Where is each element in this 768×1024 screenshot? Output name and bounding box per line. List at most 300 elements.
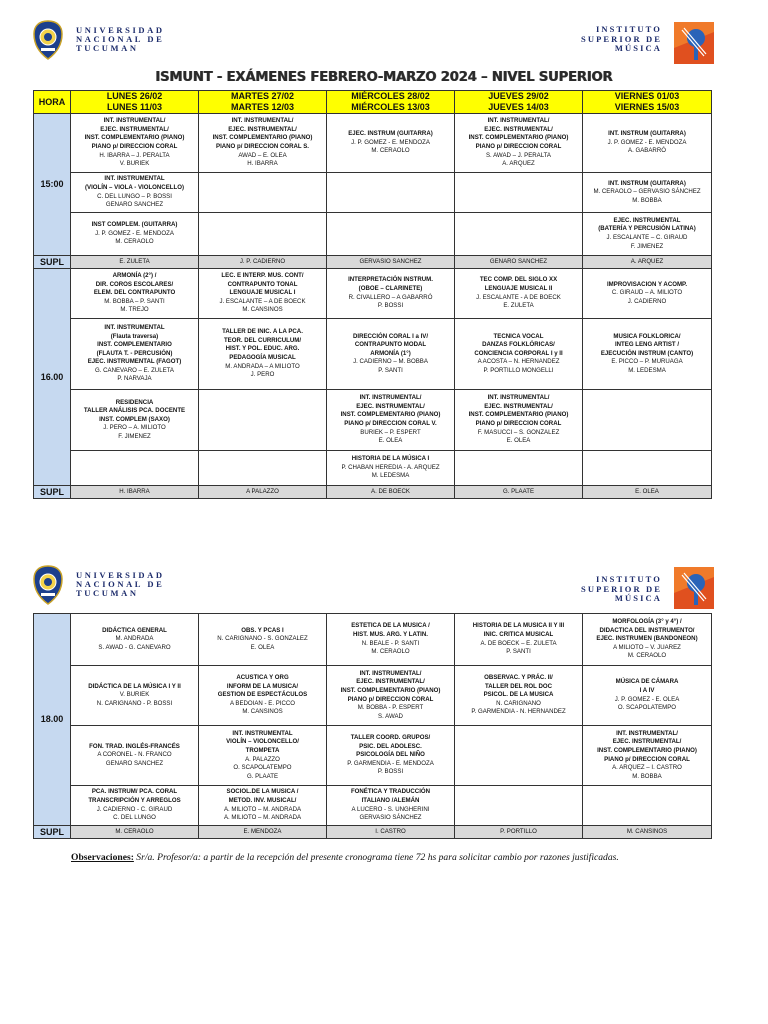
exam-cell — [71, 173, 199, 213]
exam-cell — [71, 786, 199, 826]
exam-examiner-line: A. ARQUEZ — [502, 160, 535, 168]
day-date-line: JUEVES 29/02 — [488, 91, 549, 101]
exam-subject-line: ARMONÍA (1°) — [370, 349, 411, 357]
exam-cell — [455, 614, 583, 666]
exam-cell — [327, 390, 455, 451]
university-line-1: UNIVERSIDAD — [76, 570, 165, 580]
exam-examiner-line: G. PLAATE — [246, 772, 279, 780]
supl-cell: E. ZULETA — [71, 256, 199, 269]
exam-examiner-line: M. CERAOLO – GERVASIO SÁNCHEZ — [593, 188, 701, 196]
exam-examiner-line: BURIEK – P. ESPERT — [360, 428, 421, 436]
exam-subject-line: ITALIANO /ALEMÁN — [361, 796, 420, 804]
day-header — [583, 91, 712, 114]
day-header — [327, 91, 455, 114]
exam-examiner-line: M. LEDESMA — [371, 472, 410, 480]
exam-examiner-line: F. JIMENEZ — [118, 432, 151, 440]
supl-cell: E. OLEA — [583, 486, 712, 499]
exam-subject-line: RESIDENCIA — [115, 398, 154, 406]
university-line-2: NACIONAL DE — [76, 579, 165, 589]
exam-examiner-line: V. BURIEK — [119, 691, 150, 699]
exam-cell — [71, 666, 199, 726]
exam-examiner-line: E. OLEA — [378, 437, 403, 445]
exam-cell — [583, 213, 712, 256]
exam-cell — [71, 213, 199, 256]
exam-examiner-line: M. ANDRADA – A MILIOTO — [225, 362, 300, 370]
exam-subject-line: HIST. MUS. ARG. Y LATIN. — [353, 630, 428, 638]
exam-subject-line: INST. COMPLEMENTARIO (PIANO) — [340, 686, 441, 694]
exam-subject-line: CONTRAPUNTO MODAL — [354, 341, 427, 349]
exam-examiner-line: P. BOSSI — [377, 302, 404, 310]
exam-cell — [71, 269, 199, 319]
exam-subject-line: EJEC. INSTRUMENTAL/ — [612, 738, 682, 746]
exam-examiner-line: P. PORTILLO MONGELLI — [483, 366, 554, 374]
exam-cell — [199, 114, 327, 173]
exam-subject-line: OBSERVAC. Y PRÁC. II/ — [484, 674, 553, 682]
institute-name — [552, 25, 662, 54]
exam-examiner-line: N. CARIGNANO - S. GONZALEZ — [217, 635, 308, 643]
unt-seal-icon — [33, 20, 63, 60]
exam-cell — [327, 666, 455, 726]
university-line-2: NACIONAL DE — [76, 34, 165, 44]
exam-subject-line: INST. COMPLEMENTARIO (PIANO) — [468, 134, 569, 142]
exam-examiner-line: M. BOBBA – P. SANTI — [104, 297, 165, 305]
exam-examiner-line: E. OLEA — [506, 437, 531, 445]
supl-row — [34, 256, 712, 269]
exam-cell — [583, 451, 712, 486]
exam-cell — [455, 269, 583, 319]
supl-cell: GENARO SANCHEZ — [455, 256, 583, 269]
exam-cell — [71, 451, 199, 486]
exam-subject-line: EJEC. INSTRUMENTAL/ — [484, 125, 553, 133]
day-header — [71, 91, 199, 114]
exam-subject-line: INT. INSTRUMENTAL/ — [616, 729, 678, 737]
supl-cell: A. DE BOECK — [327, 486, 455, 499]
exam-row — [34, 114, 712, 173]
institute-name — [552, 575, 662, 604]
exam-subject-line: PIANO p/ DIRECCION CORAL — [475, 420, 562, 427]
exam-examiner-line: M. CANSINOS — [242, 306, 283, 314]
exam-examiner-line: M. BOBBA — [632, 772, 662, 780]
exam-cell — [583, 666, 712, 726]
exam-row — [34, 666, 712, 726]
exam-cell — [455, 213, 583, 256]
exam-row — [34, 614, 712, 666]
exam-subject-line: INT. INSTRUMENTAL — [232, 729, 293, 737]
exam-subject-line: PIANO p/ DIRECCION CORAL — [604, 755, 690, 763]
exam-cell — [327, 269, 455, 319]
observations-label: Observaciones: — [71, 852, 134, 863]
exam-cell — [71, 390, 199, 451]
exam-subject-line: TEOR. DEL CURRICULUM/ — [223, 336, 302, 344]
exam-cell — [199, 726, 327, 786]
exam-subject-line: INST. COMPLEMENTARIO (PIANO) — [84, 134, 185, 142]
exam-examiner-line: J. CADIERNO – M. BOBBA — [353, 358, 428, 366]
exam-examiner-line: GENARO SANCHEZ — [105, 201, 164, 209]
exam-subject-line: VIOLÍN – VIOLONCELLO/ — [226, 738, 299, 746]
exam-row — [34, 319, 712, 390]
exam-cell — [583, 319, 712, 390]
exam-examiner-line: A. DE BOECK – E. ZULETA — [480, 639, 557, 647]
exam-subject-line: INT. INSTRUMENTAL/ — [231, 117, 294, 125]
exam-subject-line: LEC. E INTERP. MUS. CONT/ — [221, 272, 304, 280]
exam-schedule-table-1 — [33, 90, 712, 499]
exam-examiner-line: M. CERAOLO — [371, 648, 410, 656]
exam-subject-line: OBS. Y PCAS I — [241, 626, 284, 634]
exam-examiner-line: M. TREJO — [120, 306, 149, 314]
exam-cell — [199, 666, 327, 726]
exam-examiner-line: P. CHABAN HEREDIA - A. ARQUEZ — [341, 463, 440, 471]
observations-text: Sr/a. Profesor/a: a partir de la recepción del presente cronograma tiene 72 hs para solicitar cambio por razones justificadas. — [133, 852, 619, 863]
exam-subject-line: EJEC. INSTRUMENTAL/ — [228, 125, 297, 133]
exam-subject-line: PEDAGOGÍA MUSICAL — [229, 354, 296, 361]
exam-examiner-line: A CORONEL - N. FRANCO — [97, 751, 172, 759]
exam-examiner-line: GENARO SANCHEZ — [105, 759, 164, 767]
exam-cell — [199, 269, 327, 319]
exam-examiner-line: M. ANDRADA — [115, 635, 154, 643]
exam-examiner-line: A ACOSTA – N. HERNANDEZ — [477, 358, 560, 366]
institute-line-3: MÚSICA — [614, 593, 662, 603]
exam-subject-line: EJEC. INSTRUMENTAL/ — [484, 402, 553, 410]
exam-examiner-line: E. OLEA — [250, 643, 275, 651]
exam-subject-line: TALLER COORD. GRUPOS/ — [350, 734, 431, 742]
exam-cell — [199, 390, 327, 451]
exam-row — [34, 213, 712, 256]
exam-cell — [583, 786, 712, 826]
exam-examiner-line: N. CARIGNANO — [496, 699, 541, 707]
exam-subject-line: INST. COMPLEM (SAXO) — [99, 415, 170, 423]
exam-examiner-line: V. BURIEK — [119, 160, 150, 168]
exam-subject-line: GESTION DE ESPECTÁCULOS — [217, 691, 308, 699]
exam-examiner-line: A. ARQUEZ – I. CASTRO — [612, 764, 682, 772]
exam-examiner-line: M. LEDESMA — [628, 366, 666, 374]
exam-cell — [455, 173, 583, 213]
exam-examiner-line: P. GARMENDIA - E. MENDOZA — [347, 759, 434, 767]
exam-examiner-line: F. MASUCCI – S. GONZALEZ — [477, 428, 560, 436]
exam-subject-line: ELEM. DEL CONTRAPUNTO — [93, 289, 176, 297]
ismunt-logo-icon — [674, 567, 714, 609]
exam-examiner-line: A. GABARRÓ — [628, 147, 666, 155]
exam-subject-line: LENGUAJE MUSICAL II — [484, 284, 553, 292]
exam-subject-line: PSICOL. DE LA MUSICA — [483, 691, 554, 699]
supl-cell: I. CASTRO — [327, 826, 455, 839]
exam-subject-line: DANZAS FOLKLÓRICAS/ — [482, 341, 555, 349]
exam-subject-line: INTEG LENG ARTIST / — [614, 341, 680, 349]
exam-cell — [199, 614, 327, 666]
exam-examiner-line: N. CARIGNANO - P. BOSSI — [96, 699, 173, 707]
exam-examiner-line: J. P. GOMEZ - E. MENDOZA — [351, 138, 430, 146]
exam-subject-line: INST. COMPLEMENTARIO (PIANO) — [468, 411, 569, 419]
supl-cell: A. ARQUEZ — [583, 256, 712, 269]
day-date-line: MARTES 27/02 — [230, 91, 295, 101]
exam-subject-line: TROMPETA — [245, 746, 280, 754]
exam-cell — [327, 726, 455, 786]
supl-cell: M. CANSINOS — [583, 826, 712, 839]
supl-cell: E. MENDOZA — [199, 826, 327, 839]
exam-subject-line: MÚSICA DE CÁMARA — [615, 678, 679, 686]
exam-examiner-line: M. CANSINOS — [242, 708, 283, 716]
exam-subject-line: INT. INSTRUMENTAL — [104, 323, 165, 331]
exam-cell — [327, 451, 455, 486]
exam-cell — [327, 114, 455, 173]
exam-subject-line: DIRECCIÓN CORAL I a IV/ — [352, 332, 429, 340]
institute-line-3: MÚSICA — [614, 43, 662, 53]
exam-subject-line: ESTETICA DE LA MUSICA / — [351, 622, 430, 630]
day-date-line: LUNES 11/03 — [106, 102, 163, 112]
exam-examiner-line: A. PALAZZO — [245, 755, 280, 763]
exam-cell — [71, 114, 199, 173]
exam-cell — [455, 786, 583, 826]
exam-examiner-line: J. PERO – A. MILIOTO — [103, 424, 166, 432]
exam-cell — [199, 319, 327, 390]
exam-examiner-line: M. BOBBA — [632, 196, 662, 204]
exam-subject-line: INFORM DE LA MUSICA/ — [226, 682, 299, 690]
exam-subject-line: INT. INSTRUMENTAL/ — [487, 117, 550, 125]
institute-line-2: SUPERIOR DE — [581, 583, 662, 594]
university-line-3: TUCUMAN — [76, 43, 139, 53]
institute-line-1: INSTITUTO — [596, 574, 662, 584]
exam-cell — [455, 319, 583, 390]
exam-subject-line: HISTORIA DE LA MÚSICA I — [351, 455, 430, 463]
supl-cell: H. IBARRA — [71, 486, 199, 499]
exam-examiner-line: P. SANTI — [378, 366, 403, 374]
exam-examiner-line: J. ESCALANTE – A DE BOECK — [219, 297, 306, 305]
exam-examiner-line: G. CANEVARO – E. ZULETA — [94, 366, 174, 374]
university-name — [76, 571, 165, 598]
exam-examiner-line: C. DEL LUNGO — [113, 814, 156, 822]
exam-examiner-line: J. ESCALANTE – C. GIRAUD — [606, 234, 688, 241]
exam-subject-line: (VIOLÍN – VIOLA - VIOLONCELLO) — [85, 183, 184, 191]
exam-cell — [327, 213, 455, 256]
exam-subject-line: EJEC. INSTRUMENTAL/ — [100, 125, 169, 133]
exam-subject-line: ACUSTICA Y ORG — [236, 674, 289, 682]
exam-examiner-line: E. ZULETA — [503, 302, 534, 310]
exam-cell — [583, 114, 712, 173]
day-header — [455, 91, 583, 114]
exam-subject-line: TALLER ANÁLISIS PCA. DOCENTE — [83, 407, 186, 415]
exam-cell — [327, 614, 455, 666]
university-line-1: UNIVERSIDAD — [76, 25, 165, 35]
exam-subject-line: EJECUCIÓN INSTRUM (CANTO) — [600, 349, 694, 357]
exam-subject-line: INST COMPLEM. (GUITARRA) — [91, 221, 178, 229]
university-name — [76, 26, 165, 53]
exam-examiner-line: AWAD – E. OLEA — [238, 151, 287, 159]
exam-row — [34, 390, 712, 451]
exam-subject-line: INST. COMPLEMENTARIO (PIANO) — [340, 411, 441, 419]
exam-cell — [199, 173, 327, 213]
exam-subject-line: DIDÁCTICA GENERAL — [102, 626, 167, 634]
exam-cell — [455, 726, 583, 786]
exam-examiner-line: P. GARMENDIA - N. HERNANDEZ — [471, 708, 566, 716]
exam-subject-line: (Flauta traversa) — [110, 332, 159, 340]
exam-subject-line: TEC COMP. DEL SIGLO XX — [479, 276, 558, 284]
exam-examiner-line: A LUCERO - S. UNGHERINI — [351, 805, 430, 813]
exam-examiner-line: M. BOBBA - P. ESPERT — [357, 704, 424, 712]
exam-examiner-line: O. SCAPOLATEMPO — [617, 704, 677, 712]
page-header-1 — [0, 18, 768, 70]
exam-subject-line: EJEC. INSTRUM (GUITARRA) — [348, 130, 433, 138]
page-title: ISMUNT - EXÁMENES FEBRERO-MARZO 2024 – NIVEL SUPERIOR — [155, 70, 613, 85]
exam-cell — [199, 786, 327, 826]
day-date-line: VIERNES 01/03 — [614, 91, 680, 101]
exam-subject-line: INST. COMPLEMENTARIO — [97, 341, 172, 349]
supl-label: SUPL — [34, 256, 71, 269]
hour-cell: 16.00 — [34, 269, 71, 486]
exam-subject-line: INT. INSTRUMENTAL — [104, 175, 165, 183]
exam-examiner-line: J. PERO — [250, 371, 275, 379]
exam-cell — [71, 726, 199, 786]
supl-row — [34, 486, 712, 499]
exam-examiner-line: A MILIOTO – V. JUAREZ — [613, 643, 681, 651]
exam-subject-line: PCA. INSTRUM/ PCA. CORAL — [91, 788, 178, 796]
exam-cell — [583, 614, 712, 666]
exam-subject-line: SOCIOL.DE LA MUSICA / — [226, 788, 299, 796]
supl-cell: P. PORTILLO — [455, 826, 583, 839]
exam-examiner-line: P. BOSSI — [377, 768, 404, 776]
exam-examiner-line: C. GIRAUD – A. MILIOTO — [611, 289, 683, 297]
exam-examiner-line: GERVASIO SÁNCHEZ — [359, 814, 422, 822]
exam-subject-line: INT. INSTRUMENTAL/ — [359, 669, 422, 677]
exam-subject-line: (BATERÍA Y PERCUSIÓN LATINA) — [598, 225, 696, 233]
exam-subject-line: PIANO p/ DIRECCION CORAL — [91, 143, 178, 150]
exam-subject-line: DIDACTICA DEL INSTRUMENTO/ — [599, 626, 695, 634]
exam-row — [34, 173, 712, 213]
exam-cell — [199, 451, 327, 486]
hora-header: HORA — [34, 91, 71, 114]
exam-subject-line: MORFOLOGÍA (3° y 4°) / — [612, 618, 682, 626]
exam-examiner-line: P. SANTI — [506, 648, 531, 656]
supl-cell: A PALAZZO — [199, 486, 327, 499]
exam-subject-line: CONCIENCIA CORPORAL I y II — [474, 349, 563, 357]
exam-subject-line: EJEC. INSTRUMEN (BANDONEON) — [596, 635, 698, 643]
observations-note — [71, 852, 751, 863]
supl-cell: J. P. CADIERNO — [199, 256, 327, 269]
exam-subject-line: MUSICA FOLKLORICA/ — [613, 332, 681, 340]
exam-subject-line: FONÉTICA Y TRADUCCIÓN — [350, 788, 431, 796]
exam-cell — [583, 269, 712, 319]
exam-examiner-line: J. P. GOMEZ - E. MENDOZA — [607, 138, 687, 146]
exam-examiner-line: H. IBARRA — [247, 160, 278, 168]
exam-examiner-line: J. P. GOMEZ - E. MENDOZA — [95, 229, 174, 237]
exam-examiner-line: A. MILIOTO – M. ANDRADA — [223, 805, 302, 813]
exam-subject-line: PIANO p/ DIRECCION CORAL — [347, 695, 434, 703]
exam-subject-line: EJEC. INSTRUMENTAL (FAGOT) — [87, 358, 182, 366]
exam-subject-line: INIC. CRITICA MUSICAL — [483, 630, 554, 638]
page-header-2 — [0, 563, 768, 615]
exam-subject-line: I A IV — [639, 686, 655, 694]
exam-subject-line: METOD. INV. MUSICAL/ — [228, 796, 297, 804]
exam-examiner-line: J. P. GOMEZ - E. OLEA — [614, 695, 680, 703]
supl-cell: G. PLAATE — [455, 486, 583, 499]
exam-subject-line: TECNICA VOCAL — [493, 332, 544, 340]
hour-cell: 18.00 — [34, 614, 71, 826]
institute-line-2: SUPERIOR DE — [581, 33, 662, 44]
exam-examiner-line: O. SCAPOLATEMPO — [233, 764, 292, 772]
exam-subject-line: LENGUAJE MUSICAL I — [229, 289, 296, 297]
exam-subject-line: INST. COMPLEMENTARIO (PIANO) — [597, 746, 697, 754]
exam-examiner-line: N. BEALE - P. SANTI — [361, 639, 420, 647]
exam-subject-line: DIR. COROS ESCOLARES/ — [95, 280, 174, 288]
exam-row — [34, 451, 712, 486]
supl-label: SUPL — [34, 486, 71, 499]
day-date-line: LUNES 26/02 — [106, 91, 163, 101]
exam-cell — [71, 614, 199, 666]
exam-subject-line: HIST. Y POL. EDUC. ARG. — [225, 345, 300, 353]
day-date-line: MARTES 12/03 — [230, 102, 295, 112]
exam-subject-line: DIDÁCTICA DE LA MÚSICA I Y II — [88, 682, 181, 690]
exam-examiner-line: S. AWAD - G. CANEVARO — [98, 643, 171, 651]
exam-examiner-line: R. CIVALLERO – A GABARRÓ — [348, 293, 433, 301]
exam-examiner-line: S. AWAD – J. PERALTA — [485, 151, 551, 159]
exam-subject-line: (FLAUTA T. - PERCUSIÓN) — [96, 349, 173, 357]
exam-examiner-line: M. CERAOLO — [627, 652, 667, 660]
exam-subject-line: INTERPRETACIÓN INSTRUM. — [348, 276, 433, 284]
supl-label: SUPL — [34, 826, 71, 839]
exam-row — [34, 786, 712, 826]
exam-subject-line: HISTORIA DE LA MUSICA II Y III — [472, 622, 565, 630]
day-date-line: MIÉRCOLES 13/03 — [351, 102, 430, 112]
exam-cell — [199, 213, 327, 256]
exam-row — [34, 726, 712, 786]
day-header — [199, 91, 327, 114]
ismunt-logo-icon — [674, 22, 714, 64]
exam-subject-line: FON. TRAD. INGLÉS-FRANCÉS — [89, 742, 180, 750]
exam-cell — [455, 114, 583, 173]
exam-cell — [71, 319, 199, 390]
exam-examiner-line: A. MILIOTO – M. ANDRADA — [223, 814, 302, 822]
exam-subject-line: INT. INSTRUMENTAL/ — [103, 117, 166, 125]
exam-subject-line: INT. INSTRUMENTAL/ — [359, 394, 422, 402]
day-date-line: VIERNES 15/03 — [614, 102, 680, 112]
exam-subject-line: INT. INSTRUMENTAL/ — [487, 394, 550, 402]
exam-examiner-line: J. CADIERNO - C. GIRAUD — [96, 805, 173, 813]
exam-cell — [583, 390, 712, 451]
exam-examiner-line: J. CADIERNO — [627, 297, 667, 305]
exam-cell — [583, 173, 712, 213]
exam-subject-line: EJEC. INSTRUMENTAL — [613, 216, 681, 224]
day-date-line: MIÉRCOLES 28/02 — [351, 91, 430, 101]
exam-examiner-line: J. ESCALANTE - A DE BOECK — [476, 293, 561, 301]
exam-cell — [327, 786, 455, 826]
exam-examiner-line: M. CERAOLO — [371, 147, 410, 155]
exam-subject-line: INT. INSTRUM (GUITARRA) — [608, 130, 686, 138]
exam-schedule-table-2 — [33, 613, 712, 839]
exam-examiner-line: C. DEL LUNGO – P. BOSSI — [97, 192, 172, 200]
exam-subject-line: (OBOE – CLARINETE) — [358, 284, 423, 292]
exam-cell — [583, 726, 712, 786]
exam-subject-line: PIANO p/ DIRECCION CORAL S. — [216, 143, 309, 150]
exam-subject-line: PSIC. DEL ADOLESC. — [359, 742, 422, 750]
exam-examiner-line: M. CERAOLO — [115, 238, 154, 246]
exam-cell — [327, 319, 455, 390]
exam-examiner-line: S. AWAD — [378, 712, 403, 720]
university-line-3: TUCUMAN — [76, 588, 139, 598]
hour-cell: 15:00 — [34, 114, 71, 256]
exam-examiner-line: E. PICCO – P. MURUAGA — [611, 358, 683, 366]
exam-subject-line: TALLER DEL ROL DOC — [484, 682, 553, 690]
supl-cell: GERVASIO SANCHEZ — [327, 256, 455, 269]
exam-row — [34, 269, 712, 319]
exam-subject-line: TRANSCRIPCIÓN Y ARREGLOS — [88, 796, 181, 804]
day-date-line: JUEVES 14/03 — [488, 102, 549, 112]
days-header-row — [34, 91, 712, 114]
unt-seal-icon — [33, 565, 63, 605]
exam-examiner-line: H. IBARRA – J. PERALTA — [99, 151, 170, 159]
exam-examiner-line: P. NARVAJA — [117, 375, 152, 383]
exam-subject-line: EJEC. INSTRUMENTAL/ — [356, 678, 425, 686]
institute-line-1: INSTITUTO — [596, 24, 662, 34]
exam-subject-line: INT. INSTRUM (GUITARRA) — [608, 179, 686, 187]
exam-subject-line: IMPROVISACION Y ACOMP. — [606, 280, 688, 288]
